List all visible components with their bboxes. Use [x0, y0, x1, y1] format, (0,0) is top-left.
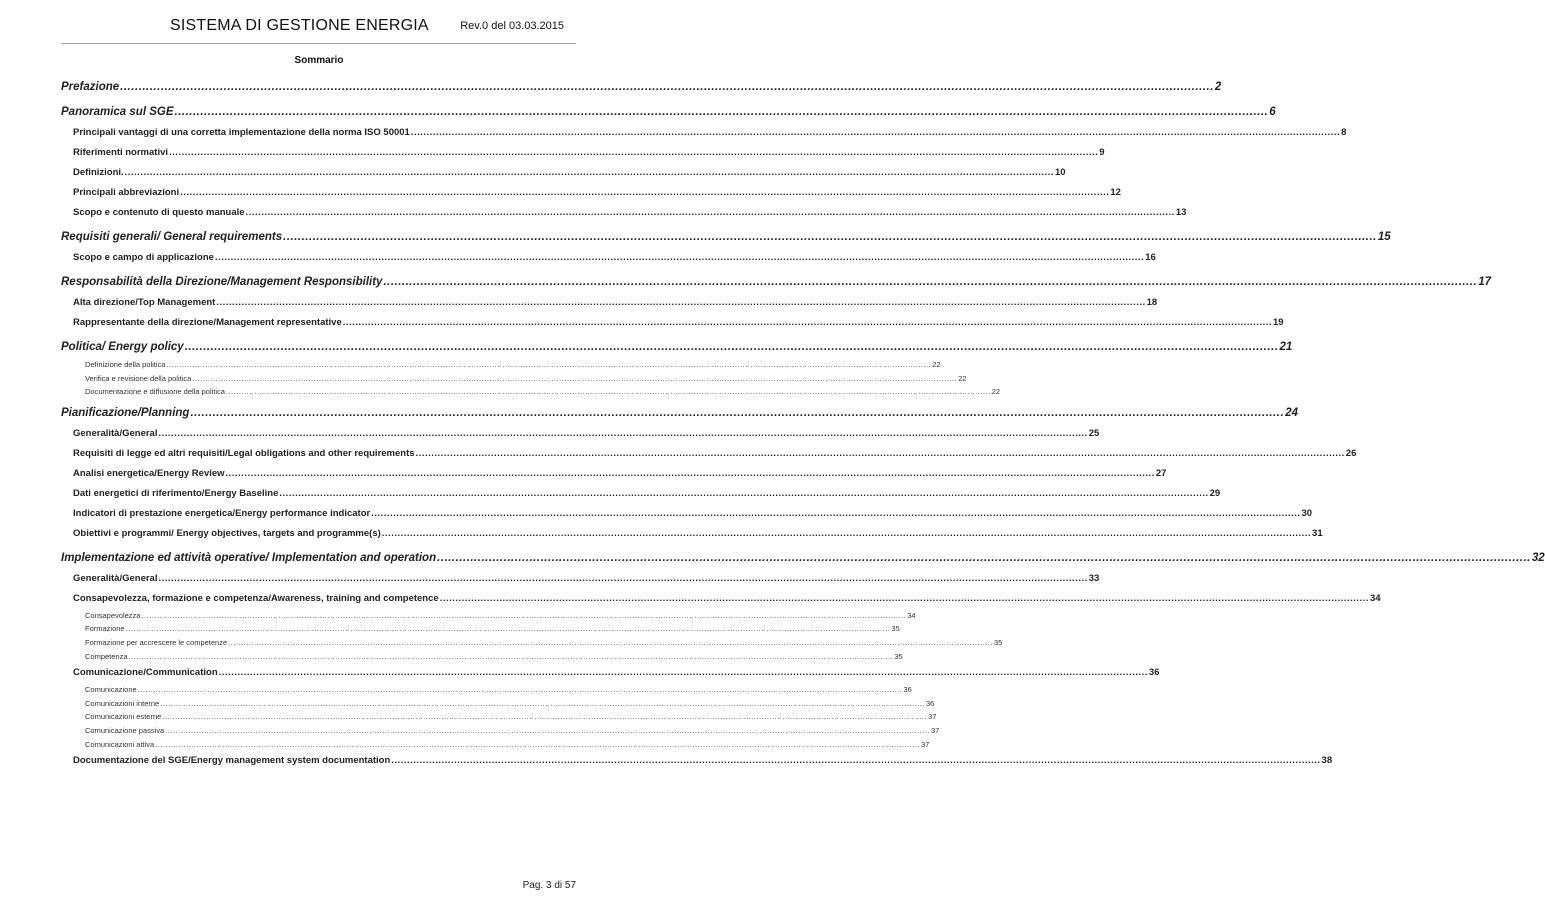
- toc-entry[interactable]: [61, 313, 1284, 333]
- toc-entry[interactable]: [61, 424, 1100, 444]
- toc-entry-title: Formazione per accrescere le competenze: [85, 637, 228, 647]
- toc-entry-title: Riferimenti normativi: [73, 147, 169, 158]
- toc-leader-dots: [219, 663, 1148, 683]
- toc-leader-dots: [185, 336, 1279, 358]
- toc-leader-dots: [125, 163, 1054, 183]
- toc-entry[interactable]: [61, 163, 1066, 183]
- toc-entry-page: 34: [907, 610, 916, 620]
- toc-entry-title: Comunicazione passiva: [85, 725, 165, 735]
- toc-leader-dots: [437, 547, 1531, 569]
- toc-entry-page: 36: [903, 685, 912, 695]
- toc-leader-dots: [279, 484, 1208, 504]
- toc-leader-dots: [343, 313, 1272, 333]
- toc-entry-title: Competenza: [85, 651, 128, 661]
- toc-entry-title: Analisi energetica/Energy Review: [73, 467, 225, 479]
- toc-leader-dots: [190, 402, 1284, 424]
- toc-leader-dots: [416, 444, 1345, 464]
- toc-entry-title: Requisiti di legge ed altri requisiti/Legal obligations and other requirements: [73, 447, 415, 459]
- toc-entry-page: 32: [1531, 551, 1545, 564]
- toc-entry-title: Principali abbreviazioni: [73, 187, 180, 198]
- toc-entry-page: 22: [958, 373, 967, 383]
- toc-entry-page: 8: [1341, 127, 1347, 138]
- toc-leader-dots: [166, 358, 931, 372]
- header-divider: [61, 43, 576, 44]
- toc-leader-dots: [158, 569, 1087, 589]
- page-number: Pag. 3 di 57: [522, 880, 576, 891]
- toc-entry-page: 37: [921, 739, 930, 749]
- revision-label: Rev.0 del 03.03.2015: [460, 20, 564, 32]
- toc-entry-page: 36: [1148, 667, 1160, 679]
- toc-entry[interactable]: [61, 402, 1298, 424]
- toc-entry[interactable]: [61, 248, 1156, 268]
- toc-entry-page: 22: [932, 360, 941, 369]
- toc-entry-page: 16: [1145, 252, 1156, 263]
- toc-entry[interactable]: [61, 444, 1357, 464]
- toc-entry[interactable]: [61, 226, 1391, 248]
- toc-entry-page: 26: [1345, 447, 1357, 459]
- toc-entry-page: 27: [1155, 467, 1167, 479]
- toc-entry[interactable]: [61, 385, 1001, 399]
- toc-entry-page: 38: [1321, 755, 1333, 767]
- toc-entry[interactable]: [61, 650, 903, 664]
- toc-entry[interactable]: [61, 683, 912, 697]
- toc-entry[interactable]: [61, 569, 1100, 589]
- toc-entry-page: 33: [1088, 572, 1100, 584]
- toc-entry-page: 37: [931, 725, 940, 735]
- toc-leader-dots: [160, 697, 925, 711]
- toc-entry-title: Rappresentante della direzione/Management representative: [73, 317, 342, 328]
- toc-entry-title: Alta direzione/Top Management: [73, 297, 216, 308]
- toc-leader-dots: [169, 143, 1098, 163]
- toc-leader-dots: [158, 424, 1087, 444]
- toc-entry-title: Comunicazione: [85, 685, 137, 695]
- toc-leader-dots: [391, 751, 1320, 771]
- toc-leader-dots: [226, 385, 991, 399]
- toc-leader-dots: [162, 710, 927, 724]
- toc-entry[interactable]: [61, 76, 1222, 98]
- toc-entry-title: Generalità/General: [73, 427, 158, 439]
- toc-leader-dots: [216, 293, 1145, 313]
- toc-entry-title: Consapevolezza, formazione e competenza/Awareness, training and competence: [73, 592, 439, 604]
- toc-entry-page: 29: [1209, 487, 1221, 499]
- toc-entry-title: Definizioni.: [73, 167, 124, 178]
- toc-entry[interactable]: [61, 123, 1347, 143]
- toc-entry-page: 6: [1269, 106, 1276, 118]
- toc-entry[interactable]: [61, 663, 1160, 683]
- toc-entry[interactable]: [61, 609, 916, 623]
- toc-leader-dots: [371, 504, 1300, 524]
- toc-entry-title: Scopo e contenuto di questo manuale: [73, 207, 245, 218]
- toc-leader-dots: [192, 372, 957, 386]
- toc-entry-title: Obiettivi e programmi/ Energy objectives, targets and programme(s): [73, 527, 381, 539]
- toc-entry-page: 15: [1377, 231, 1391, 243]
- toc-leader-dots: [226, 464, 1155, 484]
- toc-leader-dots: [411, 123, 1340, 143]
- toc-entry[interactable]: [61, 372, 967, 386]
- toc-entry[interactable]: [61, 358, 941, 372]
- toc-leader-dots: [126, 622, 891, 636]
- toc-entry[interactable]: [61, 710, 937, 724]
- toc-entry-page: 25: [1088, 427, 1100, 439]
- toc-entry-page: 10: [1054, 167, 1066, 178]
- toc-leader-dots: [283, 226, 1377, 248]
- toc-entry-page: 30: [1301, 507, 1313, 519]
- toc-entry-page: 35: [894, 651, 903, 661]
- toc-entry[interactable]: [61, 724, 940, 738]
- document-title: SISTEMA DI GESTIONE ENERGIA: [170, 17, 429, 34]
- toc-entry-title: Principali vantaggi di una corretta implementazione della norma ISO 50001: [73, 127, 410, 138]
- toc-entry[interactable]: [61, 547, 1545, 569]
- toc-entry-page: 2: [1214, 81, 1222, 93]
- toc-entry[interactable]: [61, 203, 1187, 223]
- toc-entry-title: Requisiti generali/ General requirements: [61, 231, 283, 243]
- toc-entry-title: Dati energetici di riferimento/Energy Baseline: [73, 487, 279, 499]
- toc-entry-title: Panoramica sul SGE: [61, 106, 174, 118]
- toc-entry-title: Definizione della politica: [85, 360, 166, 369]
- toc-entry-page: 35: [891, 624, 900, 634]
- toc-entry-title: Politica/ Energy policy: [61, 341, 184, 353]
- toc-entry-page: 18: [1146, 297, 1158, 308]
- toc-leader-dots: [165, 724, 930, 738]
- toc-entry[interactable]: [61, 183, 1121, 203]
- toc-leader-dots: [120, 76, 1214, 98]
- toc-entry[interactable]: [61, 484, 1221, 504]
- toc-entry[interactable]: [61, 636, 1003, 650]
- toc-entry-title: Comunicazioni attiva: [85, 739, 155, 749]
- toc-leader-dots: [141, 609, 906, 623]
- toc-leader-dots: [383, 271, 1477, 293]
- toc-leader-dots: [180, 183, 1109, 203]
- toc-entry[interactable]: [61, 751, 1333, 771]
- toc-entry-title: Comunicazioni esterne: [85, 712, 162, 722]
- toc-entry-title: Responsabilità della Direzione/Management Responsibility: [61, 276, 383, 288]
- toc-entry-page: 9: [1099, 147, 1105, 158]
- toc-entry[interactable]: [61, 293, 1158, 313]
- toc-entry-page: 22: [991, 387, 1001, 397]
- toc-entry-title: Comunicazione/Communication: [73, 667, 218, 679]
- toc-entry[interactable]: [61, 271, 1491, 293]
- toc-leader-dots: [129, 650, 894, 664]
- toc-entry[interactable]: [61, 504, 1313, 524]
- toc-entry-title: Generalità/General: [73, 572, 158, 584]
- toc-entry-title: Implementazione ed attività operative/ Implementation and operation: [61, 551, 437, 564]
- toc-heading: Sommario: [294, 55, 344, 66]
- toc-entry-page: 12: [1110, 187, 1121, 198]
- toc-entry[interactable]: [61, 589, 1381, 609]
- toc-entry-title: Comunicazioni interne: [85, 698, 160, 708]
- toc-entry-title: Indicatori di prestazione energetica/Energy performance indicator: [73, 507, 371, 519]
- toc-leader-dots: [138, 683, 903, 697]
- toc-leader-dots: [215, 248, 1144, 268]
- toc-entry-page: 34: [1369, 592, 1381, 604]
- toc-entry-title: Formazione: [85, 624, 125, 634]
- toc-entry[interactable]: [61, 697, 935, 711]
- toc-entry-title: Scopo e campo di applicazione: [73, 252, 214, 263]
- toc-entry[interactable]: [61, 464, 1167, 484]
- toc-entry-page: 17: [1478, 276, 1491, 288]
- toc-entry-title: Documentazione del SGE/Energy management system documentation: [73, 755, 391, 767]
- toc-entry-page: 36: [926, 698, 935, 708]
- toc-entry-page: 31: [1312, 527, 1323, 539]
- toc-entry[interactable]: [61, 622, 900, 636]
- toc-entry-page: 13: [1175, 207, 1187, 218]
- toc-entry-page: 19: [1273, 317, 1284, 328]
- toc-entry-title: Documentazione e diffusione della politica: [85, 387, 225, 397]
- table-of-contents: [61, 73, 1545, 771]
- toc-entry-title: Pianificazione/Planning: [61, 406, 190, 419]
- toc-entry-title: Consapevolezza: [85, 610, 141, 620]
- toc-leader-dots: [228, 636, 993, 650]
- toc-leader-dots: [440, 589, 1369, 609]
- toc-entry[interactable]: [61, 336, 1293, 358]
- toc-entry[interactable]: [61, 101, 1276, 123]
- toc-leader-dots: [155, 738, 920, 752]
- toc-leader-dots: [382, 524, 1311, 544]
- toc-entry-page: 21: [1279, 341, 1293, 353]
- toc-entry[interactable]: [61, 143, 1105, 163]
- toc-entry-title: Prefazione: [61, 81, 120, 93]
- toc-entry-title: Verifica e revisione della politica: [85, 373, 192, 383]
- toc-entry[interactable]: [61, 524, 1323, 544]
- toc-entry-page: 37: [928, 712, 937, 722]
- toc-leader-dots: [175, 101, 1269, 123]
- toc-entry-page: 35: [993, 637, 1003, 647]
- toc-entry[interactable]: [61, 738, 930, 752]
- toc-entry-page: 24: [1285, 406, 1298, 419]
- toc-leader-dots: [246, 203, 1175, 223]
